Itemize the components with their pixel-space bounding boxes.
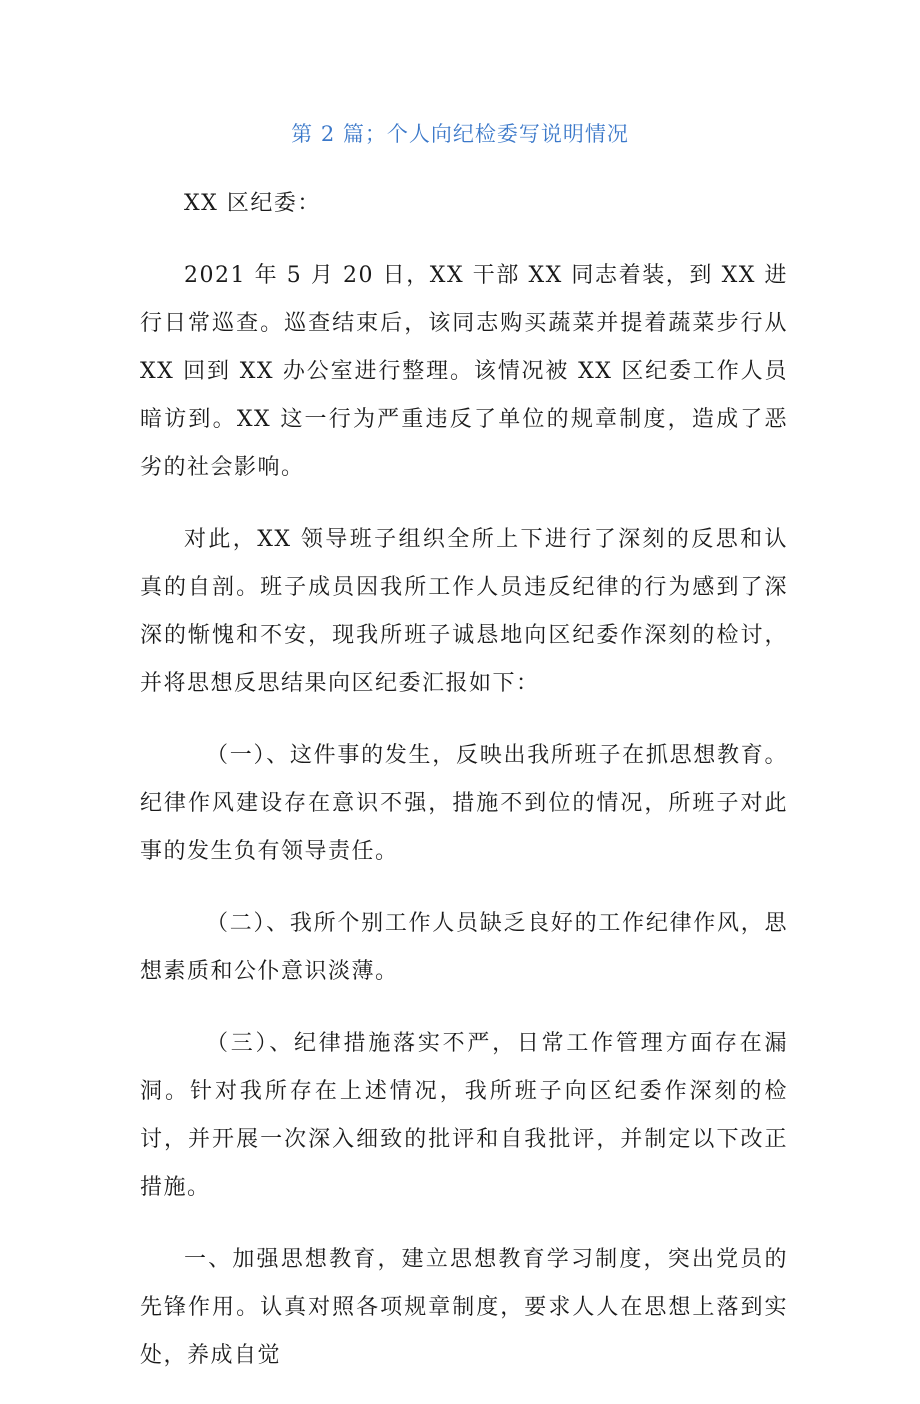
paragraph-point-2: （二）、我所个别工作人员缺乏良好的工作纪律作风，思想素质和公仆意识淡薄。 [140, 911, 788, 984]
salutation: XX 区纪委： [184, 191, 321, 216]
paragraph-incident: 2021 年 5 月 20 日，XX 干部 XX 同志着装，到 XX 进行日常巡查。巡查结束后，该同志购买蔬菜并提着蔬菜步行从 XX 回到 XX 办公室进行整理。该情况被 XX 区纪委工作人员暗访到。XX 这一行为严重违反了单位的规章制度，造成了恶劣的社会影响。 [140, 263, 788, 480]
paragraph-measure-1: 一、加强思想教育，建立思想教育学习制度，突出党员的先锋作用。认真对照各项规章制度，要求人人在思想上落到实处，养成自觉 [140, 1247, 788, 1368]
paragraph-point-3: （三）、纪律措施落实不严，日常工作管理方面存在漏洞。针对我所存在上述情况，我所班子向区纪委作深刻的检讨，并开展一次深入细致的批评和自我批评，并制定以下改正措施。 [140, 1031, 788, 1200]
document-body [140, 180, 788, 1404]
paragraph-reflection: 对此，XX 领导班子组织全所上下进行了深刻的反思和认真的自剖。班子成员因我所工作人员违反纪律的行为感到了深深的惭愧和不安，现我所班子诚恳地向区纪委作深刻的检讨，并将思想反思结果向区纪委汇报如下： [140, 527, 788, 696]
document-title: 第 2 篇；个人向纪检委写说明情况 [291, 122, 629, 146]
paragraph-point-1: （一）、这件事的发生，反映出我所班子在抓思想教育。纪律作风建设存在意识不强，措施不到位的情况，所班子对此事的发生负有领导责任。 [140, 743, 788, 864]
